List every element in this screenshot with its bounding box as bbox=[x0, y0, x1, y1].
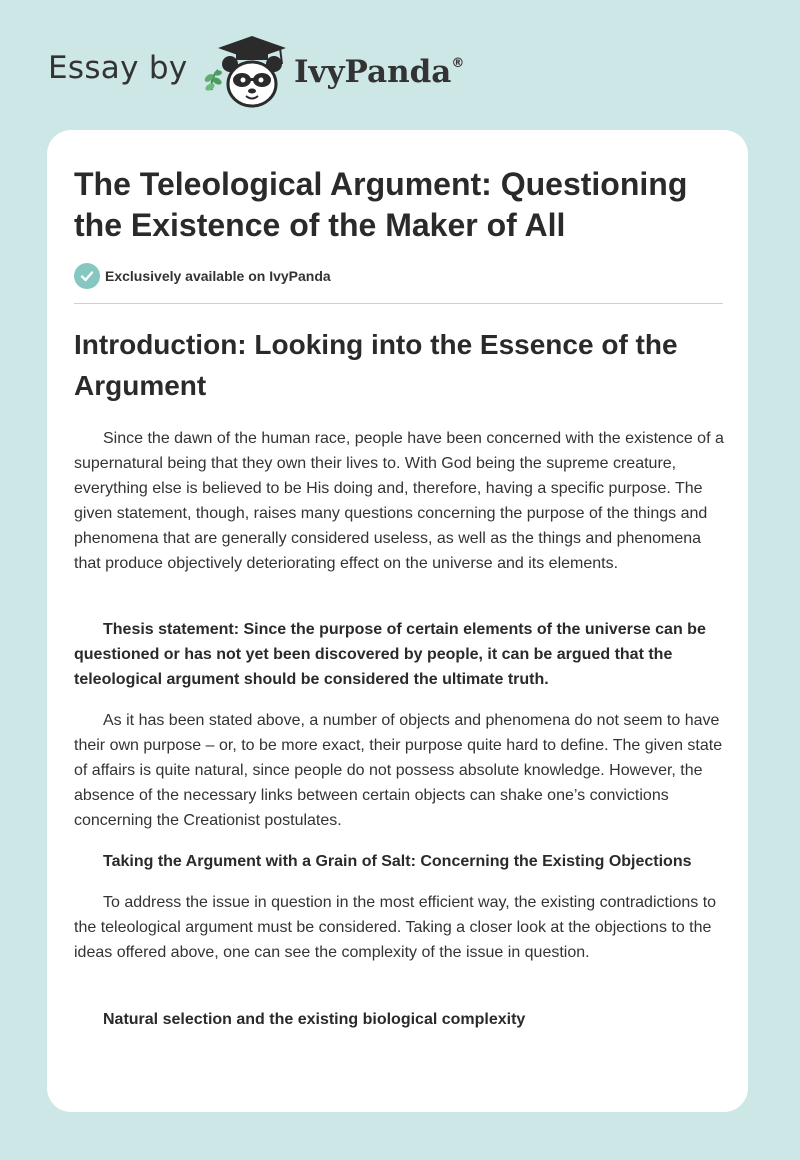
brand-name[interactable] bbox=[294, 54, 464, 90]
exclusive-label: Exclusively available on IvyPanda bbox=[105, 268, 331, 284]
brand-label: IvyPanda bbox=[294, 54, 452, 90]
paragraph-objections: To address the issue in question in the most efficient way, the existing contradictions to the teleological argument must be considered. Taking a closer look at the objections to the ideas offered above, one can see the complexity of the issue in question. bbox=[74, 894, 717, 961]
essay-title: The Teleological Argument: Questioning the Existence of the Maker of All bbox=[74, 166, 688, 243]
thesis-statement: Thesis statement: Since the purpose of certain elements of the universe can be questioned or has not yet been discovered by people, it can be argued that the teleological argument should be considered the ultimate truth. bbox=[74, 621, 706, 688]
leaf-icon bbox=[203, 70, 223, 92]
subheading-objections: Taking the Argument with a Grain of Salt: Concerning the Existing Objections bbox=[103, 853, 692, 870]
registered-mark: ® bbox=[451, 56, 465, 71]
divider bbox=[74, 303, 723, 304]
site-header bbox=[48, 34, 548, 110]
paragraph-body: As it has been stated above, a number of objects and phenomena do not seem to have their own purpose – or, to be more exact, their purpose quite hard to define. The given state of affairs is quite natural, since people do not possess absolute knowledge. However, the absence of the necessary links between certain objects can shake one’s convictions concerning the Creationist postulates. bbox=[74, 712, 723, 829]
exclusive-badge bbox=[74, 263, 331, 289]
essay-by-label: Essay by bbox=[48, 50, 188, 86]
intro-heading: Introduction: Looking into the Essence of the Argument bbox=[74, 329, 678, 401]
paragraph-intro: Since the dawn of the human race, people have been concerned with the existence of a supernatural being that they own their lives to. With God being the supreme creature, everything else is believed to be His doing and, therefore, having a specific purpose. The given statement, though, raises many questions concerning the purpose of the things and phenomena that are generally considered useless, as well as the things and phenomena that produce objectively deteriorating effect on the universe and its elements. bbox=[74, 430, 724, 572]
check-icon bbox=[74, 263, 100, 289]
panda-graduate-logo[interactable] bbox=[200, 34, 292, 110]
subheading-natural-selection: Natural selection and the existing biological complexity bbox=[103, 1011, 526, 1028]
essay-card bbox=[47, 130, 748, 1112]
